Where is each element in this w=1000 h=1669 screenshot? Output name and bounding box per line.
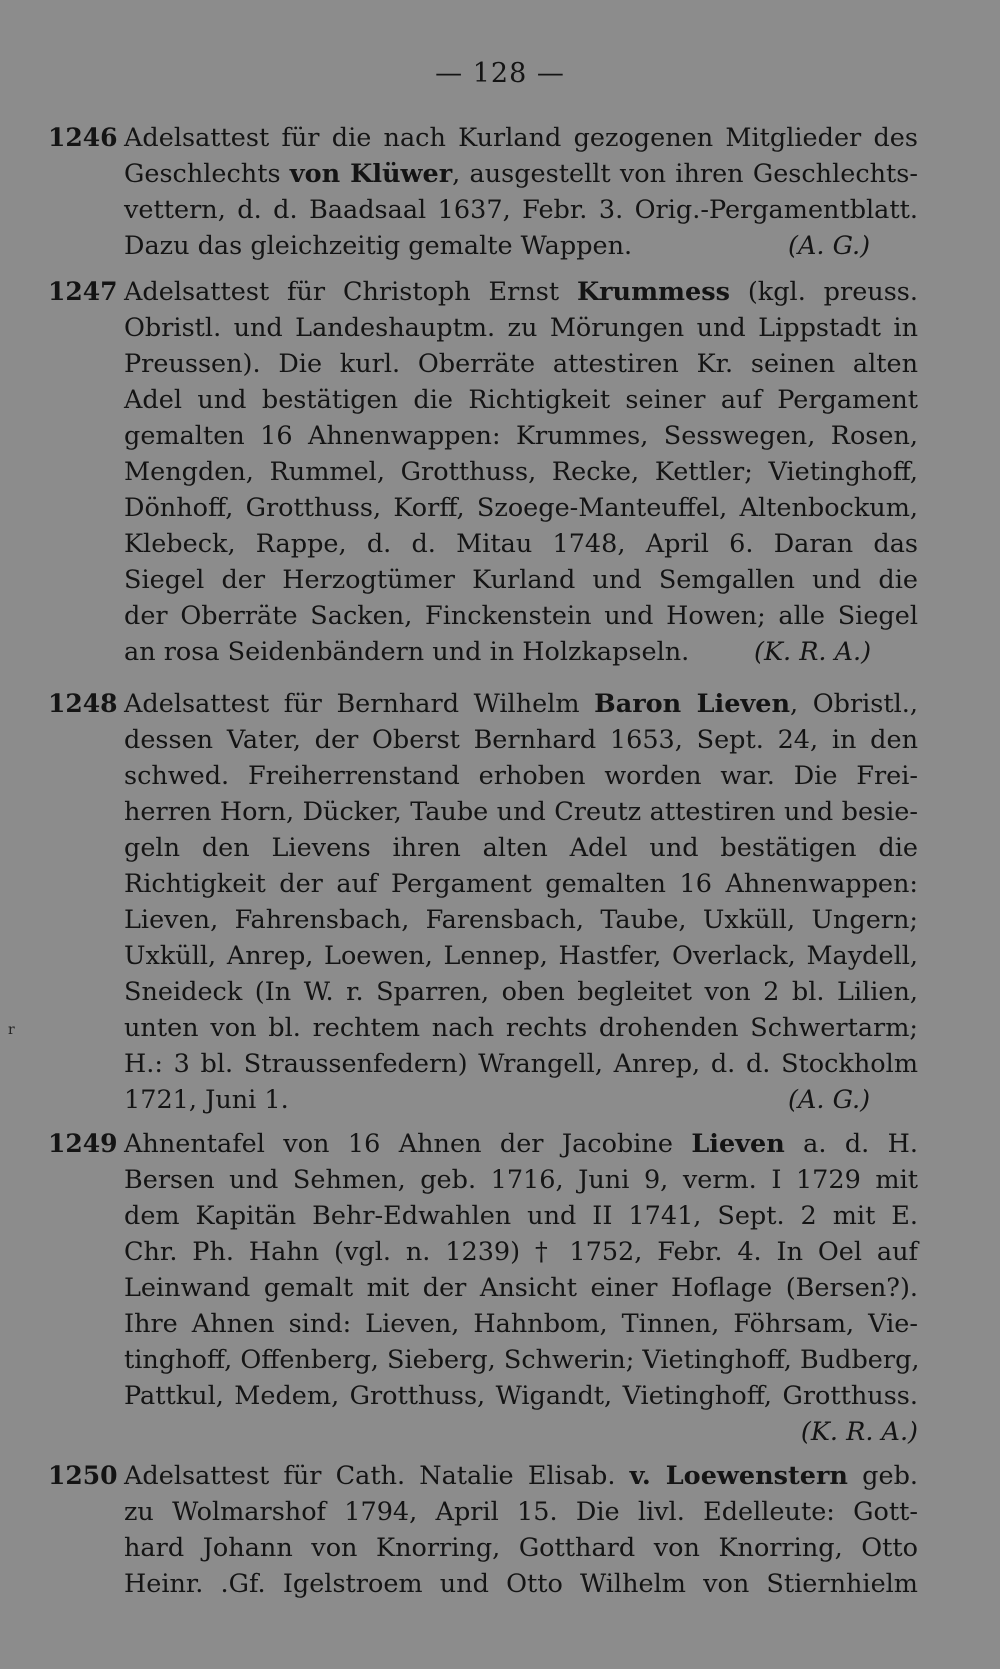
entry-line: schwed. Freiherrenstand erhoben worden war. Die Frei- [124, 761, 918, 791]
entry-number: 1247 [48, 277, 118, 306]
entry-line: Leinwand gemalt mit der Ansicht einer Hoflage (Bersen?). [124, 1273, 918, 1303]
entry-line: Richtigkeit der auf Pergament gemalten 16 Ahnenwappen: [124, 869, 918, 899]
entry-line: Dazu das gleichzeitig gemalte Wappen. [124, 231, 633, 261]
entry-line: Heinr. .Gf. Igelstroem und Otto Wilhelm von Stiernhielm [124, 1569, 918, 1599]
entry-line: Dönhoff, Grotthuss, Korff, Szoege-Manteuffel, Altenbockum, [124, 493, 918, 523]
entry-line: Chr. Ph. Hahn (vgl. n. 1239) † 1752, Febr. 4. In Oel auf [124, 1237, 918, 1267]
source-reference: (K. R. A.) [754, 637, 872, 667]
entry-line: H.: 3 bl. Straussenfedern) Wrangell, Anrep, d. d. Stockholm [124, 1049, 918, 1079]
entry-number: 1249 [48, 1129, 118, 1158]
margin-mark: r [8, 1022, 15, 1038]
entry-line: hard Johann von Knorring, Gotthard von Knorring, Otto [124, 1533, 918, 1563]
entry-line: Mengden, Rummel, Grotthuss, Recke, Kettler; Vietinghoff, [124, 457, 918, 487]
entry-line: Siegel der Herzogtümer Kurland und Semgallen und die [124, 565, 918, 595]
entry-line: geln den Lievens ihren alten Adel und bestätigen die [124, 833, 918, 863]
entry-line: dessen Vater, der Oberst Bernhard 1653, Sept. 24, in den [124, 725, 918, 755]
entry-line: Lieven, Fahrensbach, Farensbach, Taube, Uxküll, Ungern; [124, 905, 918, 935]
source-reference: (K. R. A.) [800, 1417, 918, 1447]
entry-line: Ihre Ahnen sind: Lieven, Hahnbom, Tinnen, Föhrsam, Vie- [124, 1309, 918, 1339]
entry-line: Preussen). Die kurl. Oberräte attestiren Kr. seinen alten [124, 349, 918, 379]
entry-line: Adelsattest für Cath. Natalie Elisab. v. Loewenstern geb. [124, 1461, 918, 1491]
entry-line: vettern, d. d. Baadsaal 1637, Febr. 3. Orig.-Pergamentblatt. [124, 195, 918, 225]
entry-line: an rosa Seidenbändern und in Holzkapseln. [124, 637, 690, 667]
page-number: — 128 — [435, 58, 565, 89]
source-reference: (A. G.) [788, 231, 871, 261]
entry-line: unten von bl. rechtem nach rechts drohenden Schwertarm; [124, 1013, 918, 1043]
entry-line: Adelsattest für die nach Kurland gezogenen Mitglieder des [124, 123, 918, 153]
entry-line: Pattkul, Medem, Grotthuss, Wigandt, Vietinghoff, Grotthuss. [124, 1381, 918, 1411]
entry-number: 1250 [48, 1461, 118, 1490]
entry-line: gemalten 16 Ahnenwappen: Krummes, Sesswegen, Rosen, [124, 421, 918, 451]
entry-line: Bersen und Sehmen, geb. 1716, Juni 9, verm. I 1729 mit [124, 1165, 918, 1195]
entry-line: Ahnentafel von 16 Ahnen der Jacobine Lieven a. d. H. [124, 1129, 919, 1159]
entry-line: Geschlechts von Klüwer, ausgestellt von ihren Geschlechts- [124, 159, 918, 189]
entry-line: herren Horn, Dücker, Taube und Creutz attestiren und besie- [124, 797, 918, 827]
entry-line: 1721, Juni 1. [124, 1085, 289, 1115]
entry-line: zu Wolmarshof 1794, April 15. Die livl. Edelleute: Gott- [124, 1497, 918, 1527]
entry-line: Adel und bestätigen die Richtigkeit seiner auf Pergament [124, 385, 918, 415]
entry-line: tinghoff, Offenberg, Sieberg, Schwerin; Vietinghoff, Budberg, [124, 1345, 920, 1375]
entry-number: 1246 [48, 123, 118, 152]
entry-line: Adelsattest für Bernhard Wilhelm Baron Lieven, Obristl., [124, 689, 918, 719]
source-reference: (A. G.) [788, 1085, 871, 1115]
entry-line: Adelsattest für Christoph Ernst Krummess (kgl. preuss. [124, 277, 918, 307]
entry-line: Uxküll, Anrep, Loewen, Lennep, Hastfer, Overlack, Maydell, [124, 941, 918, 971]
entry-number: 1248 [48, 689, 118, 718]
entry-line: Sneideck (In W. r. Sparren, oben begleitet von 2 bl. Lilien, [124, 977, 918, 1007]
entry-line: Obristl. und Landeshauptm. zu Mörungen und Lippstadt in [124, 313, 918, 343]
entry-line: der Oberräte Sacken, Finckenstein und Howen; alle Siegel [124, 601, 918, 631]
entry-line: dem Kapitän Behr-Edwahlen und II 1741, Sept. 2 mit E. [124, 1201, 918, 1231]
entry-line: Klebeck, Rappe, d. d. Mitau 1748, April 6. Daran das [124, 529, 918, 559]
